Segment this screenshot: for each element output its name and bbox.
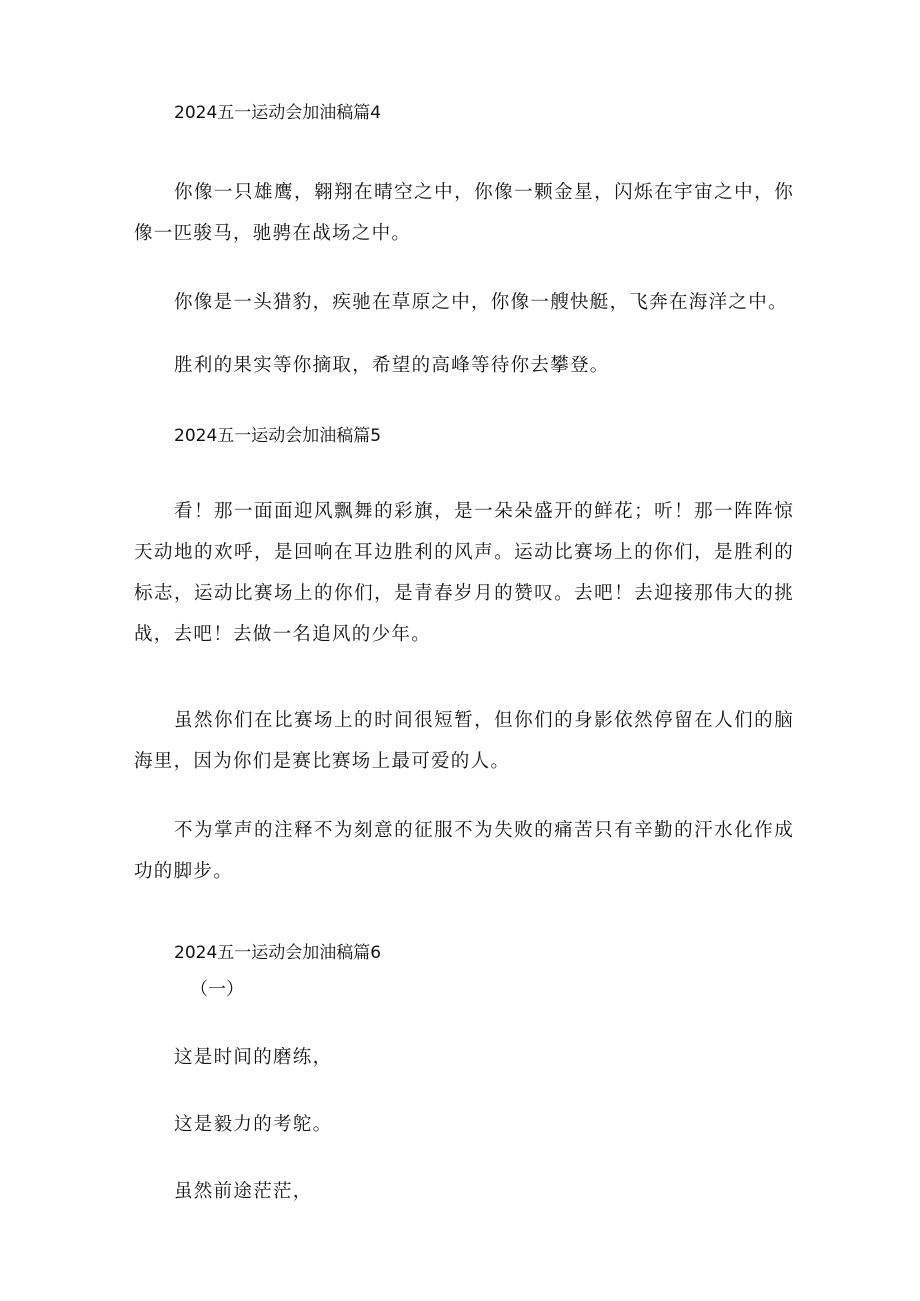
section-6-line-1: 这是时间的磨练， <box>174 1047 333 1068</box>
section-5-paragraph-1: 看！那一面面迎风飘舞的彩旗，是一朵朵盛开的鲜花；听！那一阵阵惊天动地的欢呼，是回响在耳边胜利的风声。运动比赛场上的你们，是胜利的标志，运动比赛场上的你们，是青春岁月的赞叹。去吧！去迎接那伟大的挑战，去吧！去做一名追风的少年。 <box>134 501 794 645</box>
section-6-line-2: 这是毅力的考鸵。 <box>174 1114 333 1135</box>
section-5-title: 2024五一运动会加油稿篇5 <box>174 426 382 446</box>
section-6-line-3: 虽然前途茫茫， <box>174 1181 313 1202</box>
section-5-paragraph-2: 虽然你们在比赛场上的时间很短暂，但你们的身影依然停留在人们的脑海里，因为你们是赛比赛场上最可爱的人。 <box>134 710 794 772</box>
section-5-paragraph-3: 不为掌声的注释不为刻意的征服不为失败的痛苦只有辛勤的汗水化作成功的脚步。 <box>134 820 794 882</box>
section-4-paragraph-1: 你像一只雄鹰，翱翔在晴空之中，你像一颗金星，闪烁在宇宙之中，你像一匹骏马，驰骋在战场之中。 <box>134 182 794 244</box>
section-6-title: 2024五一运动会加油稿篇6 <box>174 943 382 963</box>
section-6-subtitle: （一） <box>190 979 244 1000</box>
section-4-paragraph-3: 胜利的果实等你摘取，希望的高峰等待你去攀登。 <box>174 355 610 376</box>
section-4-paragraph-2: 你像是一头猎豹，疾驰在草原之中，你像一艘快艇，飞奔在海洋之中。 <box>174 292 788 313</box>
section-4-title: 2024五一运动会加油稿篇4 <box>174 103 382 123</box>
